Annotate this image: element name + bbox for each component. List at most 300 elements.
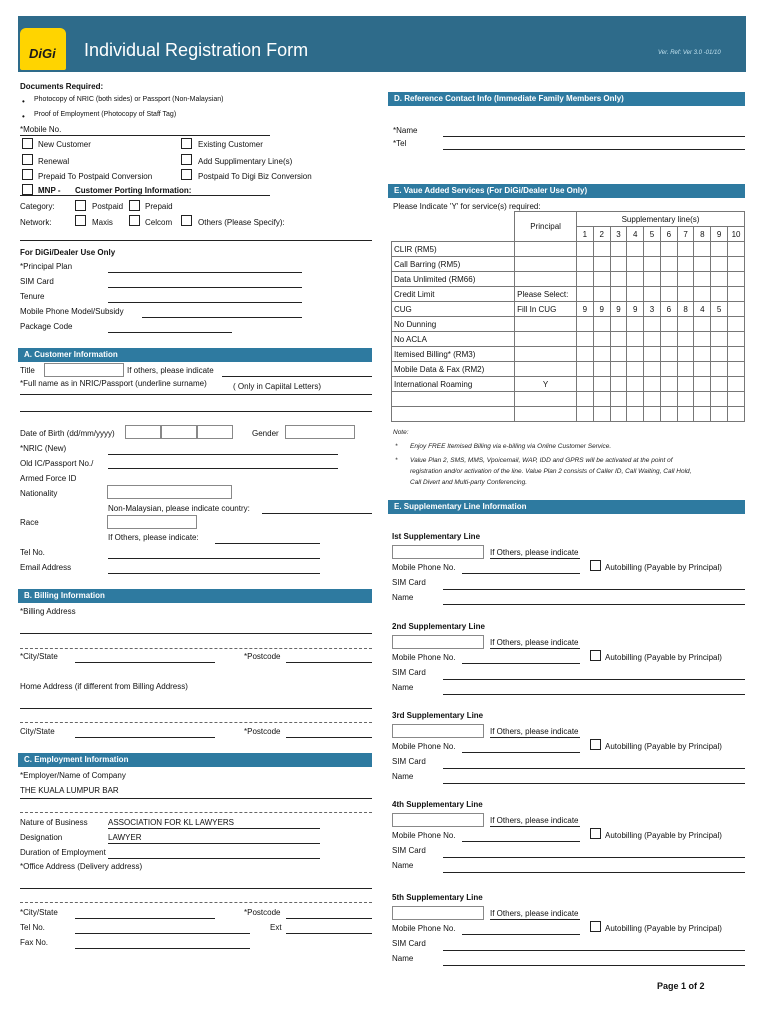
vas-supp-cell[interactable] [694, 257, 711, 272]
reference-contact-bar: D. Reference Contact Info (Immediate Family Members Only) [388, 92, 745, 106]
vas-supp-cell[interactable] [644, 317, 661, 332]
supp-line-box[interactable] [392, 724, 484, 738]
tel-label: Tel No. [20, 548, 45, 557]
vas-supp-cell[interactable] [627, 362, 644, 377]
autobilling-checkbox[interactable] [590, 921, 601, 932]
vas-supp-cell[interactable] [593, 377, 610, 392]
vas-supp-cell[interactable] [644, 257, 661, 272]
tel-field[interactable] [108, 558, 320, 559]
if-others-label: If others, please indicate [127, 366, 214, 375]
vas-row-label: No Dunning [392, 317, 515, 332]
vas-row-label: CUG [392, 302, 515, 317]
ref-name-field[interactable] [443, 136, 745, 137]
vas-supp-cell[interactable] [627, 347, 644, 362]
vas-supp-cell[interactable] [627, 272, 644, 287]
duration-field[interactable] [108, 858, 320, 859]
vas-supp-cell[interactable] [644, 242, 661, 257]
vas-empty-cell[interactable] [660, 392, 677, 407]
mobile-label: *Mobile No. [20, 125, 62, 134]
supp-mobile-label: Mobile Phone No. [392, 742, 456, 751]
supp-col-number: 5 [644, 227, 661, 242]
vas-supp-cell[interactable] [711, 377, 728, 392]
nationality-field[interactable] [107, 485, 232, 499]
vas-supp-cell[interactable] [728, 272, 745, 287]
vas-supp-cell[interactable] [660, 272, 677, 287]
vas-principal-cell[interactable]: Please Select: [515, 287, 577, 302]
vas-principal-cell[interactable] [515, 347, 577, 362]
vas-supp-cell[interactable] [694, 317, 711, 332]
supp-mobile-field[interactable] [462, 573, 580, 574]
vas-supp-cell[interactable] [728, 332, 745, 347]
vas-supp-cell[interactable] [660, 317, 677, 332]
vas-supp-cell[interactable] [644, 377, 661, 392]
supp-sim-label: SIM Card [392, 668, 426, 677]
vas-supp-cell[interactable] [593, 242, 610, 257]
vas-empty-cell[interactable] [728, 392, 745, 407]
vas-supp-cell[interactable]: 8 [677, 302, 694, 317]
vas-supp-cell[interactable] [660, 287, 677, 302]
vas-row-label: Call Barring (RM5) [392, 257, 515, 272]
dob-year[interactable] [197, 425, 233, 439]
vas-supp-cell[interactable] [677, 377, 694, 392]
vas-supp-cell[interactable]: 3 [644, 302, 661, 317]
vas-principal-cell[interactable]: Y [515, 377, 577, 392]
supp-name-label: Name [392, 772, 414, 781]
ext-field[interactable] [286, 933, 372, 934]
maxis-label: Maxis [92, 218, 113, 227]
vas-supp-cell[interactable] [593, 287, 610, 302]
email-label: Email Address [20, 563, 72, 572]
supp-line-box[interactable] [392, 813, 484, 827]
supp-sim-field[interactable] [443, 589, 745, 590]
vas-supp-cell[interactable]: 9 [627, 302, 644, 317]
vas-supp-cell[interactable] [577, 347, 594, 362]
vas-supp-cell[interactable] [627, 257, 644, 272]
supp-name-field[interactable] [443, 694, 745, 695]
supp-name-label: Name [392, 954, 414, 963]
vas-supp-cell[interactable] [627, 242, 644, 257]
billing-address-label: *Billing Address [20, 607, 76, 616]
vas-supp-cell[interactable] [694, 287, 711, 302]
vas-empty-cell[interactable] [644, 392, 661, 407]
vas-supp-cell[interactable] [694, 347, 711, 362]
note-star: * [395, 443, 398, 450]
vas-principal-cell[interactable] [515, 362, 577, 377]
dob-label: Date of Birth (dd/mm/yyyy) [20, 429, 115, 438]
vas-principal-cell[interactable] [515, 257, 577, 272]
vas-supp-cell[interactable]: 9 [593, 302, 610, 317]
supp-sim-field[interactable] [443, 950, 745, 951]
vas-supp-cell[interactable] [677, 272, 694, 287]
supp-line-title: 4th Supplementary Line [392, 800, 483, 809]
vas-supp-cell[interactable]: 9 [577, 302, 594, 317]
note-2: registration and/or activation of the line. Value Plan 2 consists of Caller ID, Call Waiting, Call Hold, [410, 468, 692, 475]
supp-mobile-field[interactable] [462, 663, 580, 664]
vas-supp-cell[interactable] [728, 287, 745, 302]
supp-name-field[interactable] [443, 965, 745, 966]
model-field[interactable] [142, 317, 302, 318]
supp-line-box[interactable] [392, 906, 484, 920]
vas-empty-cell[interactable] [515, 392, 577, 407]
supp-others-field[interactable] [490, 737, 580, 738]
employer-value: THE KUALA LUMPUR BAR [20, 786, 119, 795]
vas-supp-cell[interactable] [728, 257, 745, 272]
designation-value: LAWYER [108, 833, 142, 842]
designation-label: Designation [20, 833, 63, 842]
home-postcode-field[interactable] [286, 737, 372, 738]
vas-supp-cell[interactable] [644, 272, 661, 287]
note-star: * [395, 457, 398, 464]
add-supp-label: Add Supplimentary Line(s) [198, 157, 293, 166]
vas-supp-cell[interactable] [610, 377, 627, 392]
vas-principal-cell[interactable] [515, 332, 577, 347]
tenure-field[interactable] [108, 302, 302, 303]
vas-supp-cell[interactable] [644, 287, 661, 302]
vas-empty-cell[interactable] [627, 392, 644, 407]
celcom-checkbox[interactable] [129, 215, 140, 226]
vas-row-label: Data Unlimited (RM66) [392, 272, 515, 287]
autobilling-checkbox[interactable] [590, 560, 601, 571]
billing-line-2[interactable] [20, 648, 372, 649]
ref-tel-label: *Tel [393, 139, 407, 148]
supp-line-title: 2nd Supplementary Line [392, 622, 485, 631]
country-field[interactable] [262, 513, 372, 514]
supp-col-number: 1 [577, 227, 594, 242]
office-tel-field[interactable] [75, 933, 250, 934]
vas-supp-cell[interactable]: 4 [694, 302, 711, 317]
nature-value: ASSOCIATION FOR KL LAWYERS [108, 818, 234, 827]
vas-supp-cell[interactable] [677, 347, 694, 362]
home-postcode-label: *Postcode [244, 727, 281, 736]
office-line-1[interactable] [20, 888, 372, 889]
vas-supp-cell[interactable] [660, 362, 677, 377]
vas-empty-cell[interactable] [711, 392, 728, 407]
vas-supp-cell[interactable] [711, 272, 728, 287]
autobilling-label: Autobilling (Payable by Principal) [605, 653, 722, 662]
armed-label: Armed Force ID [20, 474, 77, 483]
vas-supp-cell[interactable] [577, 272, 594, 287]
vas-supp-cell[interactable] [644, 347, 661, 362]
add-supp-checkbox[interactable] [181, 154, 192, 165]
nric-field[interactable] [108, 454, 338, 455]
prepaid-checkbox[interactable] [129, 200, 140, 211]
vas-supp-cell[interactable] [593, 257, 610, 272]
bullet: • [22, 112, 25, 121]
vas-supp-cell[interactable] [627, 377, 644, 392]
package-label: Package Code [20, 322, 73, 331]
vas-empty-cell[interactable] [593, 392, 610, 407]
vas-supp-cell[interactable] [711, 317, 728, 332]
principal-plan-label: *Principal Plan [20, 262, 73, 271]
fax-field[interactable] [75, 948, 250, 949]
vas-supp-cell[interactable] [577, 287, 594, 302]
supp-sim-field[interactable] [443, 679, 745, 680]
vas-supp-cell[interactable] [677, 287, 694, 302]
race-field[interactable] [107, 515, 197, 529]
supp-line-box[interactable] [392, 635, 484, 649]
vas-row-label: Credit Limit [392, 287, 515, 302]
supp-col-number: 2 [593, 227, 610, 242]
prepaid-label: Prepaid [145, 202, 173, 211]
vas-supp-cell[interactable] [627, 332, 644, 347]
supp-sim-label: SIM Card [392, 757, 426, 766]
vas-empty-cell[interactable] [392, 392, 515, 407]
supp-line-box[interactable] [392, 545, 484, 559]
vas-supp-cell[interactable] [728, 362, 745, 377]
vas-supp-cell[interactable] [593, 332, 610, 347]
vas-empty-cell[interactable] [694, 392, 711, 407]
home-city-field[interactable] [75, 737, 215, 738]
supp-name-field[interactable] [443, 872, 745, 873]
vas-supp-cell[interactable] [577, 332, 594, 347]
vas-supp-cell[interactable] [728, 377, 745, 392]
vas-supp-cell[interactable] [711, 257, 728, 272]
race-others-label: If Others, please indicate: [108, 533, 199, 542]
vas-supp-cell[interactable] [660, 242, 677, 257]
supp-others-field[interactable] [490, 648, 580, 649]
email-field[interactable] [108, 573, 320, 574]
porting-label: Customer Porting Information: [75, 186, 192, 195]
old-ic-field[interactable] [108, 468, 338, 469]
vas-supp-cell[interactable]: 6 [660, 302, 677, 317]
vas-supp-cell[interactable] [593, 272, 610, 287]
home-address-label: Home Address (if different from Billing Address) [20, 682, 188, 691]
supp-mobile-field[interactable] [462, 841, 580, 842]
vas-supp-cell[interactable] [577, 317, 594, 332]
supp-if-others: If Others, please indicate [490, 638, 579, 647]
supp-col-number: 7 [677, 227, 694, 242]
vas-empty-cell[interactable] [610, 407, 627, 422]
autobilling-checkbox[interactable] [590, 828, 601, 839]
vas-empty-cell[interactable] [515, 407, 577, 422]
fullname-line-1[interactable] [20, 394, 372, 395]
postpaid-biz-checkbox[interactable] [181, 169, 192, 180]
race-others-field[interactable] [215, 543, 320, 544]
vas-row-label: Itemised Billing* (RM3) [392, 347, 515, 362]
vas-empty-cell[interactable] [392, 407, 515, 422]
vas-principal-cell[interactable] [515, 317, 577, 332]
vas-empty-cell[interactable] [610, 392, 627, 407]
vas-supp-cell[interactable] [610, 317, 627, 332]
title-field[interactable] [44, 363, 124, 377]
vas-empty-cell[interactable] [677, 407, 694, 422]
vas-supp-cell[interactable] [610, 242, 627, 257]
fax-label: Fax No. [20, 938, 49, 947]
nationality-label: Nationality [20, 489, 58, 498]
supp-sim-label: SIM Card [392, 939, 426, 948]
vas-supp-cell[interactable] [694, 377, 711, 392]
vas-principal-cell[interactable] [515, 272, 577, 287]
supp-name-field[interactable] [443, 783, 745, 784]
city-field[interactable] [75, 662, 215, 663]
ref-tel-field[interactable] [443, 149, 745, 150]
vas-supp-cell[interactable] [677, 317, 694, 332]
vas-supp-cell[interactable] [593, 347, 610, 362]
office-line-2[interactable] [20, 902, 372, 903]
others-network-checkbox[interactable] [181, 215, 192, 226]
vas-supp-cell[interactable]: 9 [610, 302, 627, 317]
tenure-label: Tenure [20, 292, 45, 301]
vas-principal-cell[interactable]: Fill In CUG [515, 302, 577, 317]
race-label: Race [20, 518, 39, 527]
vas-indicate: Please Indicate 'Y' for service(s) required: [393, 202, 541, 211]
maxis-checkbox[interactable] [75, 215, 86, 226]
city-label: *City/State [20, 652, 58, 661]
title-others-field[interactable] [222, 376, 372, 377]
new-customer-checkbox[interactable] [22, 138, 33, 149]
vas-supp-cell[interactable] [660, 347, 677, 362]
supp-sim-field[interactable] [443, 857, 745, 858]
gender-field[interactable] [285, 425, 355, 439]
mnp-checkbox[interactable] [22, 184, 33, 195]
vas-bar: E. Vaue Added Services (For DiGi/Dealer Use Only) [388, 184, 745, 198]
supp-mobile-field[interactable] [462, 752, 580, 753]
vas-supp-cell[interactable] [728, 302, 745, 317]
supp-if-others: If Others, please indicate [490, 548, 579, 557]
home-city-label: City/State [20, 727, 55, 736]
postpaid-checkbox[interactable] [75, 200, 86, 211]
dob-month[interactable] [161, 425, 197, 439]
supp-others-field[interactable] [490, 826, 580, 827]
supp-name-label: Name [392, 683, 414, 692]
supp-name-field[interactable] [443, 604, 745, 605]
autobilling-checkbox[interactable] [590, 650, 601, 661]
vas-supp-cell[interactable] [711, 287, 728, 302]
supp-col-number: 4 [627, 227, 644, 242]
vas-supp-cell[interactable] [728, 347, 745, 362]
supp-if-others: If Others, please indicate [490, 909, 579, 918]
dob-day[interactable] [125, 425, 161, 439]
renewal-checkbox[interactable] [22, 154, 33, 165]
vas-supp-cell[interactable] [610, 257, 627, 272]
vas-supp-cell[interactable] [577, 257, 594, 272]
vas-empty-cell[interactable] [711, 407, 728, 422]
package-field[interactable] [108, 332, 232, 333]
supp-others-field[interactable] [490, 558, 580, 559]
vas-supp-cell[interactable] [694, 332, 711, 347]
supp-others-field[interactable] [490, 919, 580, 920]
vas-empty-cell[interactable] [577, 407, 594, 422]
dealer-sim-field[interactable] [108, 287, 302, 288]
supp-mobile-field[interactable] [462, 934, 580, 935]
supp-sim-field[interactable] [443, 768, 745, 769]
office-city-label: *City/State [20, 908, 58, 917]
vas-supp-cell[interactable] [694, 242, 711, 257]
vas-principal-cell[interactable] [515, 242, 577, 257]
vas-supp-cell[interactable] [627, 317, 644, 332]
supp-header: Supplementary line(s) [577, 212, 745, 227]
supp-col-number: 6 [660, 227, 677, 242]
supp-name-label: Name [392, 861, 414, 870]
vas-table [391, 211, 745, 422]
vas-supp-cell[interactable] [610, 362, 627, 377]
office-label: *Office Address (Delivery address) [20, 862, 143, 871]
vas-supp-cell[interactable] [660, 257, 677, 272]
supp-if-others: If Others, please indicate [490, 816, 579, 825]
existing-customer-checkbox[interactable] [181, 138, 192, 149]
autobilling-label: Autobilling (Payable by Principal) [605, 563, 722, 572]
mnp-label: MNP - [38, 186, 61, 195]
form-title: Individual Registration Form [84, 40, 309, 60]
vas-empty-cell[interactable] [577, 392, 594, 407]
vas-supp-cell[interactable] [593, 362, 610, 377]
vas-supp-cell[interactable] [728, 317, 745, 332]
office-city-field[interactable] [75, 918, 215, 919]
vas-supp-cell[interactable] [711, 362, 728, 377]
vas-supp-cell[interactable] [677, 242, 694, 257]
supp-mobile-label: Mobile Phone No. [392, 563, 456, 572]
fullname-line-2[interactable] [20, 411, 372, 412]
supp-line-bar: E. Supplementary Line Information [388, 500, 745, 514]
vas-supp-cell[interactable] [728, 242, 745, 257]
note-1: Enjoy FREE Itemised Billing via e-billing via Online Customer Service. [410, 443, 612, 450]
office-tel-label: Tel No. [20, 923, 45, 932]
customer-info-bar: A. Customer Information [18, 348, 372, 362]
vas-supp-cell[interactable] [577, 242, 594, 257]
vas-empty-cell[interactable] [694, 407, 711, 422]
vas-supp-cell[interactable] [593, 317, 610, 332]
vas-supp-cell[interactable] [610, 332, 627, 347]
new-customer-label: New Customer [38, 140, 91, 149]
vas-supp-cell[interactable] [694, 272, 711, 287]
vas-empty-cell[interactable] [593, 407, 610, 422]
prepaid-postpaid-checkbox[interactable] [22, 169, 33, 180]
office-postcode-field[interactable] [286, 918, 372, 919]
docs-item: Photocopy of NRIC (both sides) or Passport (Non-Malaysian) [34, 96, 224, 103]
supp-col-number: 9 [711, 227, 728, 242]
page-number: Page 1 of 2 [657, 981, 705, 991]
vas-empty-cell[interactable] [644, 407, 661, 422]
vas-supp-cell[interactable] [677, 257, 694, 272]
vas-supp-cell[interactable] [644, 332, 661, 347]
vas-supp-cell[interactable] [610, 347, 627, 362]
home-line-2[interactable] [20, 722, 372, 723]
docs-item: Proof of Employment (Photocopy of Staff Tag) [34, 111, 177, 118]
vas-supp-cell[interactable] [660, 377, 677, 392]
billing-line-1[interactable] [20, 633, 372, 634]
network-label: Network: [20, 218, 52, 227]
vas-supp-cell[interactable]: 5 [711, 302, 728, 317]
vas-supp-cell[interactable] [711, 242, 728, 257]
vas-empty-cell[interactable] [677, 392, 694, 407]
vas-supp-cell[interactable] [660, 332, 677, 347]
home-line-1[interactable] [20, 708, 372, 709]
dealer-title: For DiGi/Dealer Use Only [20, 248, 116, 257]
vas-supp-cell[interactable] [677, 332, 694, 347]
postcode-field[interactable] [286, 662, 372, 663]
vas-supp-cell[interactable] [711, 332, 728, 347]
vas-supp-cell[interactable] [610, 287, 627, 302]
principal-plan-field[interactable] [108, 272, 302, 273]
note-2: Call Divert and Multi-party Conferencing. [410, 479, 528, 486]
duration-label: Duration of Employment [20, 848, 106, 857]
vas-empty-cell[interactable] [627, 407, 644, 422]
vas-empty-cell[interactable] [660, 407, 677, 422]
vas-supp-cell[interactable] [577, 362, 594, 377]
autobilling-checkbox[interactable] [590, 739, 601, 750]
vas-supp-cell[interactable] [694, 362, 711, 377]
vas-supp-cell[interactable] [610, 272, 627, 287]
vas-supp-cell[interactable] [577, 377, 594, 392]
vas-supp-cell[interactable] [677, 362, 694, 377]
vas-supp-cell[interactable] [627, 287, 644, 302]
vas-supp-cell[interactable] [711, 347, 728, 362]
vas-supp-cell[interactable] [644, 362, 661, 377]
others-network-label: Others (Please Specify): [198, 218, 285, 227]
vas-empty-cell[interactable] [728, 407, 745, 422]
supp-sim-label: SIM Card [392, 846, 426, 855]
supp-col-number: 10 [728, 227, 745, 242]
